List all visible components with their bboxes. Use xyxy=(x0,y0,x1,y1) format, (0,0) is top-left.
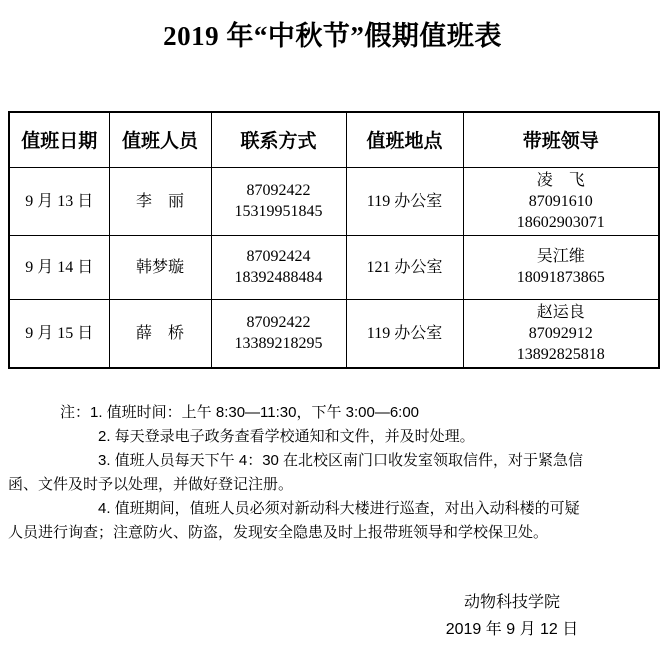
table-row xyxy=(9,167,659,235)
note-line-1: 注：1. 值班时间：上午 8:30—11:30，下午 3:00—6:00 xyxy=(60,404,420,421)
duty-person-cell: 韩梦璇 xyxy=(109,235,211,299)
leader-cell xyxy=(463,299,659,368)
header-duty-date: 值班日期 xyxy=(9,112,109,167)
notes-section xyxy=(8,401,658,545)
duty-date-cell: 9 月 13 日 xyxy=(9,167,109,235)
leader-phone: 87091610 xyxy=(528,192,593,210)
leader-mobile: 18602903071 xyxy=(516,213,605,231)
contact-mobile: 15319951845 xyxy=(234,203,323,220)
note-line-4-continued: 人员进行询查；注意防火、防盗，发现安全隐患及时上报带班领导和学校保卫处。 xyxy=(8,524,549,541)
signature-block xyxy=(397,589,627,643)
note-line-2: 2. 每天登录电子政务查看学校通知和文件，并及时处理。 xyxy=(98,428,475,445)
leader-cell xyxy=(463,167,659,235)
leader-name: 吴江维 xyxy=(536,248,585,265)
duty-roster-table xyxy=(8,111,660,369)
contact-cell xyxy=(211,299,346,368)
leader-mobile: 13892825818 xyxy=(516,345,605,363)
leader-mobile: 18091873865 xyxy=(516,269,605,286)
signature-org: 动物科技学院 xyxy=(463,594,560,611)
header-leader: 带班领导 xyxy=(463,112,659,167)
contact-mobile: 13389218295 xyxy=(234,335,323,352)
leader-cell xyxy=(463,235,659,299)
duty-person-cell: 薛 桥 xyxy=(109,299,211,368)
signature-date: 2019 年 9 月 12 日 xyxy=(445,621,579,638)
location-cell: 119 办公室 xyxy=(346,167,463,235)
leader-name: 赵运良 xyxy=(536,303,585,321)
header-location: 值班地点 xyxy=(346,112,463,167)
header-duty-person: 值班人员 xyxy=(109,112,211,167)
contact-cell xyxy=(211,235,346,299)
contact-phone: 87092422 xyxy=(246,182,311,199)
note-line-4: 4. 值班期间，值班人员必须对新动科大楼进行巡查，对出入动科楼的可疑 xyxy=(98,500,580,517)
header-contact: 联系方式 xyxy=(211,112,346,167)
table-header-row xyxy=(9,112,659,167)
contact-cell xyxy=(211,167,346,235)
duty-date-cell: 9 月 15 日 xyxy=(9,299,109,368)
note-line-3-continued: 函、文件及时予以处理，并做好登记注册。 xyxy=(8,476,294,493)
location-cell: 121 办公室 xyxy=(346,235,463,299)
leader-name: 凌 飞 xyxy=(536,171,585,189)
leader-phone: 87092912 xyxy=(528,324,593,342)
table-row xyxy=(9,235,659,299)
note-line-3: 3. 值班人员每天下午 4：30 在北校区南门口收发室领取信件，对于紧急信 xyxy=(98,452,584,469)
contact-phone: 87092422 xyxy=(246,314,311,331)
table-row xyxy=(9,299,659,368)
contact-mobile: 18392488484 xyxy=(234,269,323,286)
page-title: 2019 年“中秋节”假期值班表 xyxy=(163,21,502,51)
duty-date-cell: 9 月 14 日 xyxy=(9,235,109,299)
contact-phone: 87092424 xyxy=(246,248,311,265)
location-cell: 119 办公室 xyxy=(346,299,463,368)
duty-person-cell: 李 丽 xyxy=(109,167,211,235)
